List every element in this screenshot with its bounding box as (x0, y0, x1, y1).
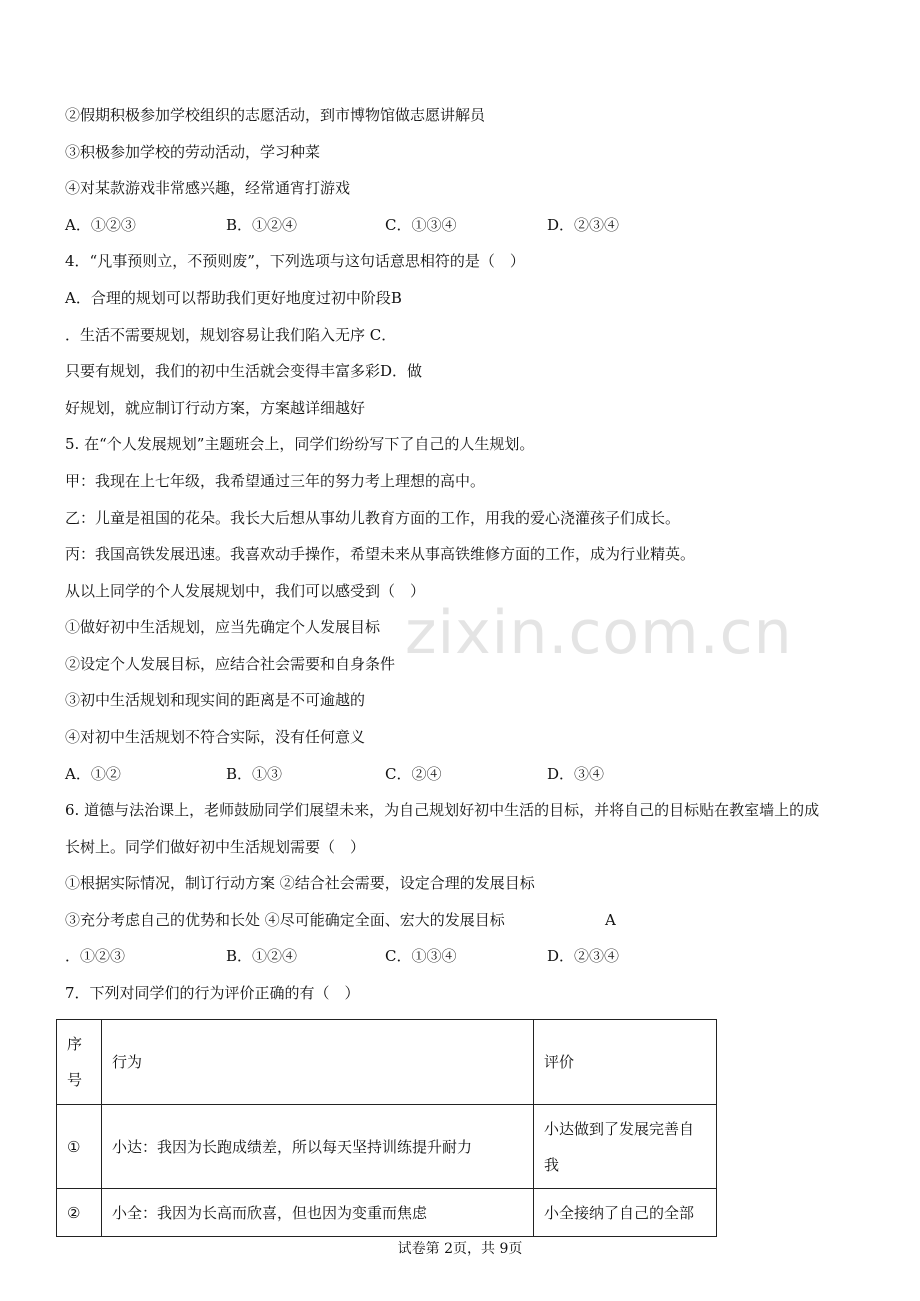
q5-option-c: C．②④ (385, 765, 442, 783)
q4-line-2: ．生活不需要规划，规划容易让我们陷入无序 C． (65, 326, 397, 344)
header-behavior: 行为 (102, 1020, 534, 1105)
q5-item-1: ①做好初中生活规划，应当先确定个人发展目标 (65, 618, 381, 636)
q6-option-d: D．②③④ (547, 947, 620, 965)
q4-line-4: 好规划，就应制订行动方案，方案越详细越好 (65, 399, 366, 417)
behavior-table (56, 1019, 717, 1237)
table-header-row (57, 1020, 717, 1105)
q6-items-34: ③充分考虑自己的优势和长处 ④尽可能确定全面、宏大的发展目标 (65, 911, 505, 929)
row-behavior: 小达：我因为长跑成绩差，所以每天坚持训练提升耐力 (102, 1105, 534, 1189)
row-evaluation-line2: 我 (544, 1155, 560, 1174)
q5-item-2: ②设定个人发展目标，应结合社会需要和自身条件 (65, 655, 396, 673)
q6-items-12: ①根据实际情况，制订行动方案 ②结合社会需要，设定合理的发展目标 (65, 874, 535, 892)
q5-bing: 丙：我国高铁发展迅速。我喜欢动手操作，希望未来从事高铁维修方面的工作，成为行业精英。 (65, 545, 696, 563)
q3-option-c: C．①③④ (385, 216, 457, 234)
q6-option-a-letter: A (605, 911, 616, 929)
q4-line-1: A．合理的规划可以帮助我们更好地度过初中阶段B (65, 289, 402, 307)
watermark: zixin.com.cn (405, 598, 793, 668)
q5-option-b: B．①③ (226, 765, 283, 783)
row-number: ② (57, 1189, 102, 1237)
q4-stem: 4．“凡事预则立，不预则废”，下列选项与这句话意思相符的是（ ） (65, 252, 525, 270)
q3-option-b: B．①②④ (226, 216, 298, 234)
header-number-line2: 号 (67, 1071, 83, 1089)
q6-stem-2: 长树上。同学们做好初中生活规划需要（ ） (65, 838, 366, 856)
q6-option-c: C．①③④ (385, 947, 457, 965)
row-evaluation: 小全接纳了自己的全部 (534, 1189, 717, 1237)
table-row (57, 1105, 717, 1189)
q7-stem: 7．下列对同学们的行为评价正确的有（ ） (65, 984, 360, 1002)
q5-item-4: ④对初中生活规划不符合实际，没有任何意义 (65, 728, 366, 746)
row-behavior: 小全：我因为长高而欣喜，但也因为变重而焦虑 (102, 1189, 534, 1237)
q5-stem: 5. 在“个人发展规划”主题班会上，同学们纷纷写下了自己的人生规划。 (65, 435, 535, 453)
q3-option-a: A．①②③ (65, 216, 136, 234)
header-number (57, 1020, 102, 1105)
q5-option-a: A．①② (65, 765, 121, 783)
table-row (57, 1189, 717, 1237)
q5-option-d: D．③④ (547, 765, 605, 783)
header-evaluation: 评价 (534, 1020, 717, 1105)
row-evaluation-line1: 小达做到了发展完善自 (544, 1119, 695, 1138)
q5-jia: 甲：我现在上七年级，我希望通过三年的努力考上理想的高中。 (65, 472, 486, 490)
q5-yi: 乙：儿童是祖国的花朵。我长大后想从事幼儿教育方面的工作，用我的爱心浇灌孩子们成长。 (65, 509, 681, 527)
q6-option-a: ．①②③ (65, 947, 126, 965)
q4-line-3: 只要有规划，我们的初中生活就会变得丰富多彩D．做 (65, 362, 423, 380)
q5-question: 从以上同学的个人发展规划中，我们可以感受到（ ） (65, 582, 426, 600)
q3-option-d: D．②③④ (547, 216, 620, 234)
row-evaluation (534, 1105, 717, 1189)
q3-item-3: ③积极参加学校的劳动活动，学习种菜 (65, 143, 321, 161)
page-footer: 试卷第 2页，共 9页 (397, 1241, 523, 1257)
q6-stem-1: 6. 道德与法治课上，老师鼓励同学们展望未来，为自己规划好初中生活的目标，并将自己的目标贴在教室墙上的成 (65, 801, 820, 819)
q5-item-3: ③初中生活规划和现实间的距离是不可逾越的 (65, 691, 366, 709)
header-number-line1: 序 (67, 1035, 83, 1053)
q3-item-2: ②假期积极参加学校组织的志愿活动，到市博物馆做志愿讲解员 (65, 106, 486, 124)
q6-option-b: B．①②④ (226, 947, 298, 965)
row-number: ① (57, 1105, 102, 1189)
q3-item-4: ④对某款游戏非常感兴趣，经常通宵打游戏 (65, 179, 351, 197)
